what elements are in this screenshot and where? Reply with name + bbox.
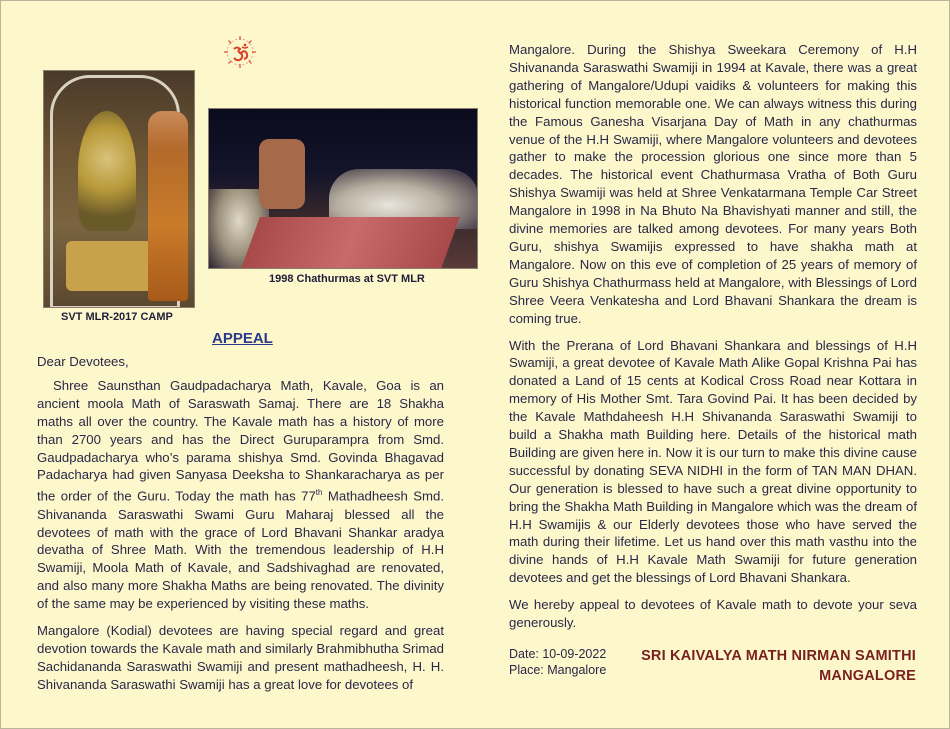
- paragraph-2: Mangalore (Kodial) devotees are having special regard and great devotion towards the Kavale math and similarly Brahmibhutha Srimad Sachidananda Saraswathi Swamiji and present mathadheesh, H. H. Shivananda Saraswathi Swamiji has a great love for devotees of: [37, 623, 444, 692]
- appeal-heading: APPEAL: [212, 330, 273, 347]
- right-photo-caption: 1998 Chathurmas at SVT MLR: [269, 273, 425, 285]
- left-photo-caption: SVT MLR-2017 CAMP: [61, 311, 173, 323]
- left-column-text: [37, 353, 444, 703]
- right-column-text: [509, 41, 917, 641]
- org-name: SRI KAIVALYA MATH NIRMAN SAMITHI: [641, 648, 916, 664]
- temple-idol-photo: [43, 70, 195, 308]
- paragraph-4: With the Prerana of Lord Bhavani Shankara and blessings of H.H Swamiji, a great devotee of Kavale Math Alike Gopal Krishna Pai has donated a Land of 15 cents at Kodical Cross Road near Kottara in memory of His Mother Smt. Tara Govind Pai. It has been decided by the Kavale Mathdaheesh H.H Shivananda Saraswathi Swamiji to build a Shakha math Building here. Details of the historical math Building are given here in. Now it is our turn to make this divine cause successful by donating SEVA NIDHI in the form of TAN MAN DHAN. Our generation is blessed to have such a great divine opportunity to bring the Shakha Math Building in Mangalore which was the dream of H.H Swamijis & our Elderly devotees those who have served the math during their lifetime. Let us hand over this math vasthu into the divine hands of H.H Kavale Math Swamiji for future generation devotees and get the blessings of Lord Bhavani Shankara.: [509, 337, 917, 586]
- greeting: Dear Devotees,: [37, 354, 129, 369]
- place-text: Place: Mangalore: [509, 663, 607, 677]
- om-symbol-icon: [223, 35, 257, 69]
- org-city: MANGALORE: [819, 668, 916, 684]
- paragraph-1: Shree Saunsthan Gaudpadacharya Math, Kavale, Goa is an ancient moola Math of Saraswath Samaj. There are 18 Shakha maths all over the country. The Kavale math has a history of more than 2700 years and has the Direct Guruparamprа from Smd. Gaudpadacharya who’s parama shishya Smd. Govinda Bhagavad Padacharya had given Sanyasa Deeksha to Shankaracharya as per the order of the Guru. Today the math has 77th Mathadheesh Smd. Shivananda Saraswathi Swami Guru Maharaj blessed all the devotees of math with the grace of Lord Bhavani Shankar aradya devatha of Shree Math. With the tremendous leadership of H.H Swamiji, Moola Math of Kavale, and Sadshivaghad are renovated, and also many more Shakha Maths are being renovated. The divinity of the same may be experienced by visiting these maths.: [37, 377, 444, 612]
- date-place-block: [509, 646, 606, 678]
- date-text: Date: 10-09-2022: [509, 647, 607, 661]
- paragraph-5: We hereby appeal to devotees of Kavale math to devote your seva generously.: [509, 597, 917, 631]
- organization-signature: [623, 646, 916, 686]
- paragraph-3: Mangalore. During the Shishya Sweekara Ceremony of H.H Shivananda Saraswathi Swamiji in 1994 at Kavale, there was a great gathering of Mangalore/Udupi vaidiks & volunteers for making this historical function memorable one. We can always witness this during the Famous Ganesha Visarjana Day of Math in any chathurmas venue of the H.H Swamiji, where Mangalore volunteers and devotees gather to make the procession glorious one since more than 5 decades. The historical event Chathurmasa Vratha of Both Guru Shishya Swamiji was held at Shree Venkatarmana Temple Car Street Mangalore in 1998 in Na Bhuto Na Bhavishyati manner and still, the divine memories are talked among devotees. For many years Both Guru, shishya Swamijis expressed to have shakha math at Mangalore. Now on this eve of completion of 25 years of memory of Guru Shishya Chathurmass held at Mangalore, with Blessings of Lord Shree Veera Venkatesha and Lord Bhavani Shankara the dream is coming true.: [509, 42, 917, 326]
- chathurmas-gathering-photo: [208, 108, 478, 269]
